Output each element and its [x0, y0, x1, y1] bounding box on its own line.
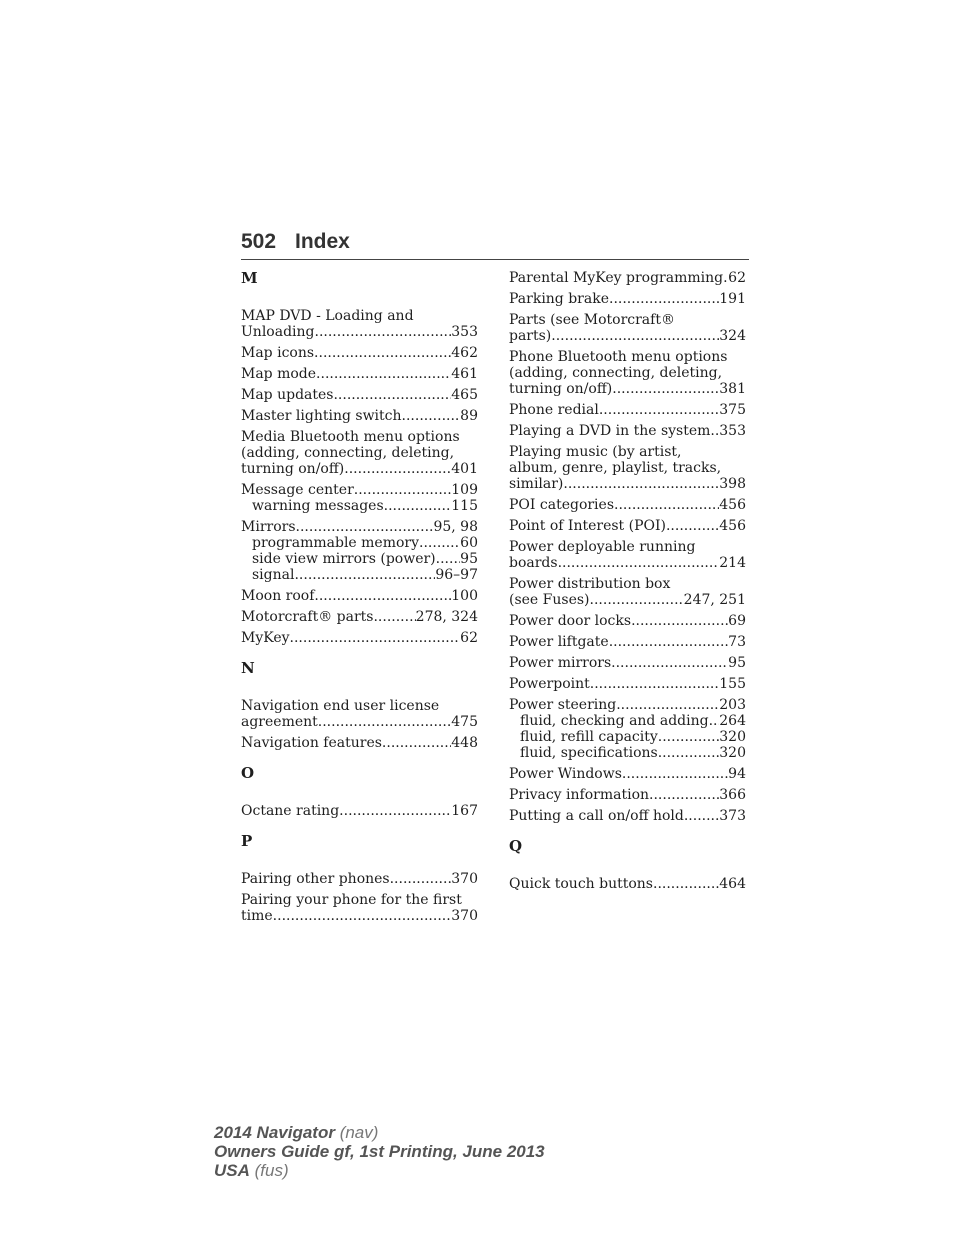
- page-ref: 94: [728, 766, 746, 782]
- index-entry-distribution-box: Power distribution box (see Fuses) ..... 247, 251: [509, 576, 746, 608]
- index-entry-running-boards: Power deployable running boards ..... 214: [509, 539, 746, 571]
- page-ref: 109: [451, 482, 478, 498]
- page-ref: 462: [451, 345, 478, 361]
- index-entry-moon-roof: Moon roof ..... 100: [241, 588, 478, 604]
- header-rule: [241, 259, 749, 260]
- page-header: [241, 230, 350, 254]
- index-subentry: programmable memory ..... 60: [241, 535, 478, 551]
- index-entry-poi: Point of Interest (POI) ..... 456: [509, 518, 746, 534]
- page-ref: 456: [719, 518, 746, 534]
- page-ref: 370: [451, 871, 478, 887]
- index-entry-parts: Parts (see Motorcraft® parts) ..... 324: [509, 312, 746, 344]
- section-letter-m: M: [241, 269, 258, 287]
- page-ref: 95: [460, 551, 478, 567]
- footer-edition: Owners Guide gf, 1st Printing, June 2013: [214, 1142, 545, 1161]
- page-ref: 465: [451, 387, 478, 403]
- page-ref: 401: [451, 461, 478, 477]
- page-ref: 464: [719, 876, 746, 892]
- page-number: 502: [241, 230, 277, 253]
- section-letter-o: O: [241, 764, 255, 782]
- page-ref: 69: [728, 613, 746, 629]
- page-ref: 62: [460, 630, 478, 646]
- index-entry-parking-brake: Parking brake ..... 191: [509, 291, 746, 307]
- page-ref: 353: [719, 423, 746, 439]
- index-entry-map-icons: Map icons ..... 462: [241, 345, 478, 361]
- index-entry-mykey: MyKey ..... 62: [241, 630, 478, 646]
- page-ref: 96–97: [435, 567, 478, 583]
- index-entry-powerpoint: Powerpoint ..... 155: [509, 676, 746, 692]
- page-ref: 373: [719, 808, 746, 824]
- index-entry-power-mirrors: Power mirrors ..... 95: [509, 655, 746, 671]
- section-letter-q: Q: [509, 837, 523, 855]
- index-entry-liftgate: Power liftgate ..... 73: [509, 634, 746, 650]
- index-entry-playing-music: Playing music (by artist, album, genre, playlist, tracks, similar) ..... 398: [509, 444, 746, 492]
- index-entry-power-steering: Power steering ..... 203 fluid, checking and adding ..... 264 fluid, refill capacity ..... 320 fluid, specifications ..... 320: [509, 697, 746, 761]
- index-subentry: warning messages ..... 115: [241, 498, 478, 514]
- index-entry-pairing-other: Pairing other phones ..... 370: [241, 871, 478, 887]
- page-ref: 324: [719, 328, 746, 344]
- index-entry-parental: Parental MyKey programming ..... 62: [509, 270, 746, 286]
- index-entry-poi-categories: POI categories ..... 456: [509, 497, 746, 513]
- index-column-right: [509, 270, 746, 897]
- index-subentry: fluid, checking and adding ..... 264: [509, 713, 746, 729]
- page-ref: 89: [460, 408, 478, 424]
- section-letter-n: N: [241, 659, 255, 677]
- page-ref: 475: [451, 714, 478, 730]
- page-ref: 191: [719, 291, 746, 307]
- index-entry-phone-redial: Phone redial ..... 375: [509, 402, 746, 418]
- page-ref: 247, 251: [683, 592, 746, 608]
- index-entry-map-dvd: MAP DVD - Loading and Unloading ..... 353: [241, 308, 478, 340]
- footer-market: USA: [214, 1161, 250, 1180]
- index-subentry: signal ..... 96–97: [241, 567, 478, 583]
- page-ref: 353: [451, 324, 478, 340]
- index-entry-nav-features: Navigation features ..... 448: [241, 735, 478, 751]
- page-ref: 203: [719, 697, 746, 713]
- page-ref: 155: [719, 676, 746, 692]
- footer-model: 2014 Navigator: [214, 1123, 335, 1142]
- index-subentry: fluid, refill capacity ..... 320: [509, 729, 746, 745]
- page-ref: 115: [451, 498, 478, 514]
- page-ref: 278, 324: [415, 609, 478, 625]
- page-ref: 370: [451, 908, 478, 924]
- index-entry-nav-license: Navigation end user license agreement ..... 475: [241, 698, 478, 730]
- page-title: Index: [295, 230, 350, 253]
- page-ref: 448: [451, 735, 478, 751]
- index-entry-mirrors: Mirrors ..... 95, 98 programmable memory ..... 60 side view mirrors (power) ..... 95 signal ..... 96–97: [241, 519, 478, 583]
- index-entry-pairing-first: Pairing your phone for the first time ..... 370: [241, 892, 478, 924]
- page-ref: 375: [719, 402, 746, 418]
- page-ref: 100: [451, 588, 478, 604]
- index-entry-playing-dvd: Playing a DVD in the system ..... 353: [509, 423, 746, 439]
- index-entry-media-bluetooth: Media Bluetooth menu options (adding, connecting, deleting, turning on/off) ..... 401: [241, 429, 478, 477]
- index-entry-octane: Octane rating ..... 167: [241, 803, 478, 819]
- index-entry-door-locks: Power door locks ..... 69: [509, 613, 746, 629]
- page-ref: 320: [719, 745, 746, 761]
- section-letter-p: P: [241, 832, 253, 850]
- page-ref: 381: [719, 381, 746, 397]
- index-entry-quick-touch: Quick touch buttons ..... 464: [509, 876, 746, 892]
- page-ref: 60: [460, 535, 478, 551]
- index-entry-message-center: Message center ..... 109 warning messages ..... 115: [241, 482, 478, 514]
- page-ref: 456: [719, 497, 746, 513]
- page-ref: 73: [728, 634, 746, 650]
- index-entry-master-lighting: Master lighting switch ..... 89: [241, 408, 478, 424]
- index-entry-map-updates: Map updates ..... 465: [241, 387, 478, 403]
- index-entry-call-hold: Putting a call on/off hold ..... 373: [509, 808, 746, 824]
- index-subentry: fluid, specifications ..... 320: [509, 745, 746, 761]
- page-ref: 398: [719, 476, 746, 492]
- page-ref: 167: [451, 803, 478, 819]
- page-ref: 214: [719, 555, 746, 571]
- page-ref: 62: [728, 270, 746, 286]
- page-ref: 320: [719, 729, 746, 745]
- page-ref: 461: [451, 366, 478, 382]
- index-column-left: [241, 268, 478, 929]
- page-ref: 95, 98: [433, 519, 478, 535]
- page-ref: 366: [719, 787, 746, 803]
- index-entry-map-mode: Map mode ..... 461: [241, 366, 478, 382]
- index-subentry: side view mirrors (power) ..... 95: [241, 551, 478, 567]
- page-ref: 264: [719, 713, 746, 729]
- index-entry-phone-bluetooth: Phone Bluetooth menu options (adding, connecting, deleting, turning on/off) ..... 381: [509, 349, 746, 397]
- index-entry-motorcraft: Motorcraft® parts ..... 278, 324: [241, 609, 478, 625]
- page-ref: 95: [728, 655, 746, 671]
- document-footer: 2014 Navigator (nav) Owners Guide gf, 1st Printing, June 2013 USA (fus): [214, 1123, 545, 1180]
- index-entry-power-windows: Power Windows ..... 94: [509, 766, 746, 782]
- index-entry-privacy: Privacy information ..... 366: [509, 787, 746, 803]
